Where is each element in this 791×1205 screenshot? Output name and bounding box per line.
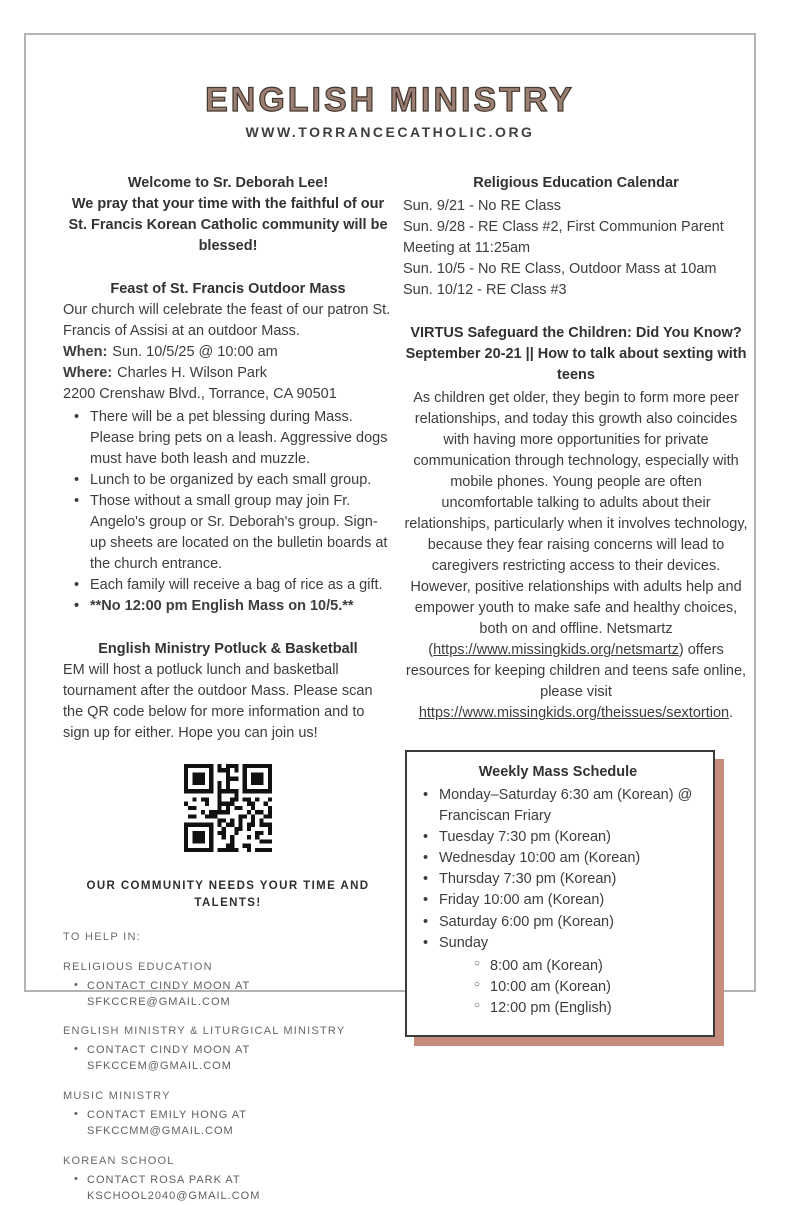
community-section (63, 878, 393, 1205)
sunday-label: Sunday (439, 934, 489, 951)
ministry-group-korean-school (63, 1154, 393, 1205)
virtus-text: ) offers resources for keeping children and teens safe online, please visit (405, 642, 747, 701)
ministry-group-music (63, 1089, 393, 1140)
feast-heading: Feast of St. Francis Outdoor Mass (110, 281, 346, 298)
feast-intro: Our church will celebrate the feast of our patron St. Francis of Assisi at an outdoor Mass. (63, 302, 391, 340)
list-item: • Lunch to be organized by each small group. (63, 470, 393, 491)
masthead (26, 81, 754, 140)
sunday-mass-item: ○ 12:00 pm (English) (466, 998, 701, 1019)
where-label: Where: (63, 365, 113, 382)
virtus-text: As children get older, they begin to form more peer relationships, and today this growth also coincides with having more opportunities for private communication through technology, especially with mobile phones. Young people are often uncomfortable talking to adults about their relationships, particularly when it involves technology, because they fear raising concerns will lead to caregivers restricting access to their devices. However, positive relationships with adults help and empower youth to make safe and healthy choices, both on and offline. Netsmartz ( (404, 390, 748, 659)
re-calendar-section (403, 173, 749, 301)
when-value: Sun. 10/5/25 @ 10:00 am (112, 344, 278, 361)
mass-schedule-list (415, 785, 701, 1018)
ministry-group-religious-education (63, 960, 393, 1011)
mass-schedule-heading: Weekly Mass Schedule (478, 764, 638, 781)
when-label: When: (63, 344, 108, 361)
group-contact: • CONTACT CINDY MOON AT SFKCCEM@GMAIL.COM (63, 1043, 393, 1075)
potluck-body: EM will host a potluck lunch and basketball tournament after the outdoor Mass. Please scan the QR code below for more information and to sign up for either. Hope you can join us! (63, 662, 373, 742)
bulletin-page (24, 33, 756, 1202)
left-column (63, 173, 393, 1205)
group-contact: • CONTACT EMILY HONG AT SFKCCMM@GMAIL.COM (63, 1108, 393, 1140)
where-value: Charles H. Wilson Park (117, 365, 268, 382)
group-contact: • CONTACT ROSA PARK AT KSCHOOL2040@GMAIL.COM (63, 1173, 393, 1205)
mass-item: • Wednesday 10:00 am (Korean) (415, 848, 701, 869)
group-name: MUSIC MINISTRY (63, 1090, 171, 1103)
mass-item: • Saturday 6:00 pm (Korean) (415, 912, 701, 933)
calendar-entry: Sun. 9/28 - RE Class #2, First Communion Parent Meeting at 11:25am (403, 219, 724, 257)
virtus-heading: VIRTUS Safeguard the Children: Did You Know? September 20-21 || How to talk about sexting with teens (405, 325, 747, 384)
welcome-body: We pray that your time with the faithful of our St. Francis Korean Catholic community will be blessed! (68, 196, 388, 255)
list-item-no-mass-notice: • **No 12:00 pm English Mass on 10/5.** (63, 596, 393, 617)
community-heading: OUR COMMUNITY NEEDS YOUR TIME AND TALENTS! (86, 880, 370, 910)
list-item: • Those without a small group may join Fr. Angelo's group or Sr. Deborah's group. Sign-up sheets are located on the bulletin boards at the church entrance. (63, 491, 393, 575)
virtus-body (403, 388, 749, 724)
sunday-mass-item: ○ 10:00 am (Korean) (466, 977, 701, 998)
virtus-section (403, 323, 749, 724)
feast-bullet-list (63, 407, 393, 617)
sunday-mass-item: ○ 8:00 am (Korean) (466, 956, 701, 977)
group-name: RELIGIOUS EDUCATION (63, 960, 213, 973)
list-item: • There will be a pet blessing during Mass. Please bring pets on a leash. Aggressive dogs must have both leash and muzzle. (63, 407, 393, 470)
virtus-text: . (729, 705, 734, 722)
feast-when (63, 342, 393, 363)
group-contact: • CONTACT CINDY MOON AT SFKCCRE@GMAIL.COM (63, 979, 393, 1011)
qr-code-icon (184, 764, 272, 852)
re-calendar-heading: Religious Education Calendar (473, 175, 679, 191)
feast-where (63, 363, 393, 384)
mass-item: • Monday–Saturday 6:30 am (Korean) @ Franciscan Friary (415, 785, 701, 827)
welcome-block (63, 173, 393, 257)
weekly-mass-schedule-box (405, 750, 715, 1036)
mass-item-sunday (415, 933, 701, 1019)
group-name: ENGLISH MINISTRY & LITURGICAL MINISTRY (63, 1025, 346, 1038)
sextortion-link[interactable]: https://www.missingkids.org/theissues/sextortion (418, 705, 730, 722)
ministry-group-english-liturgical (63, 1024, 393, 1075)
calendar-entry: Sun. 10/5 - No RE Class, Outdoor Mass at 10am (403, 261, 717, 278)
page-title: ENGLISH MINISTRY (205, 81, 575, 119)
list-item: • Each family will receive a bag of rice as a gift. (63, 575, 393, 596)
calendar-entry: Sun. 10/12 - RE Class #3 (403, 282, 567, 299)
feast-address: 2200 Crenshaw Blvd., Torrance, CA 90501 (63, 386, 337, 403)
potluck-section (63, 639, 393, 744)
mass-item: • Friday 10:00 am (Korean) (415, 890, 701, 911)
right-column (403, 173, 749, 1037)
feast-section (63, 279, 393, 617)
netsmartz-link[interactable]: https://www.missingkids.org/netsmartz (433, 642, 679, 659)
welcome-heading: Welcome to Sr. Deborah Lee! (127, 175, 329, 191)
community-subheading: TO HELP IN: (63, 930, 142, 943)
potluck-heading: English Ministry Potluck & Basketball (98, 641, 358, 658)
group-name: KOREAN SCHOOL (63, 1155, 175, 1168)
calendar-entry: Sun. 9/21 - No RE Class (403, 198, 561, 215)
mass-item: • Tuesday 7:30 pm (Korean) (415, 827, 701, 848)
website-url: WWW.TORRANCECATHOLIC.ORG (245, 124, 535, 140)
sunday-mass-list (466, 956, 701, 1019)
mass-item: • Thursday 7:30 pm (Korean) (415, 869, 701, 890)
re-calendar-list (403, 196, 749, 301)
